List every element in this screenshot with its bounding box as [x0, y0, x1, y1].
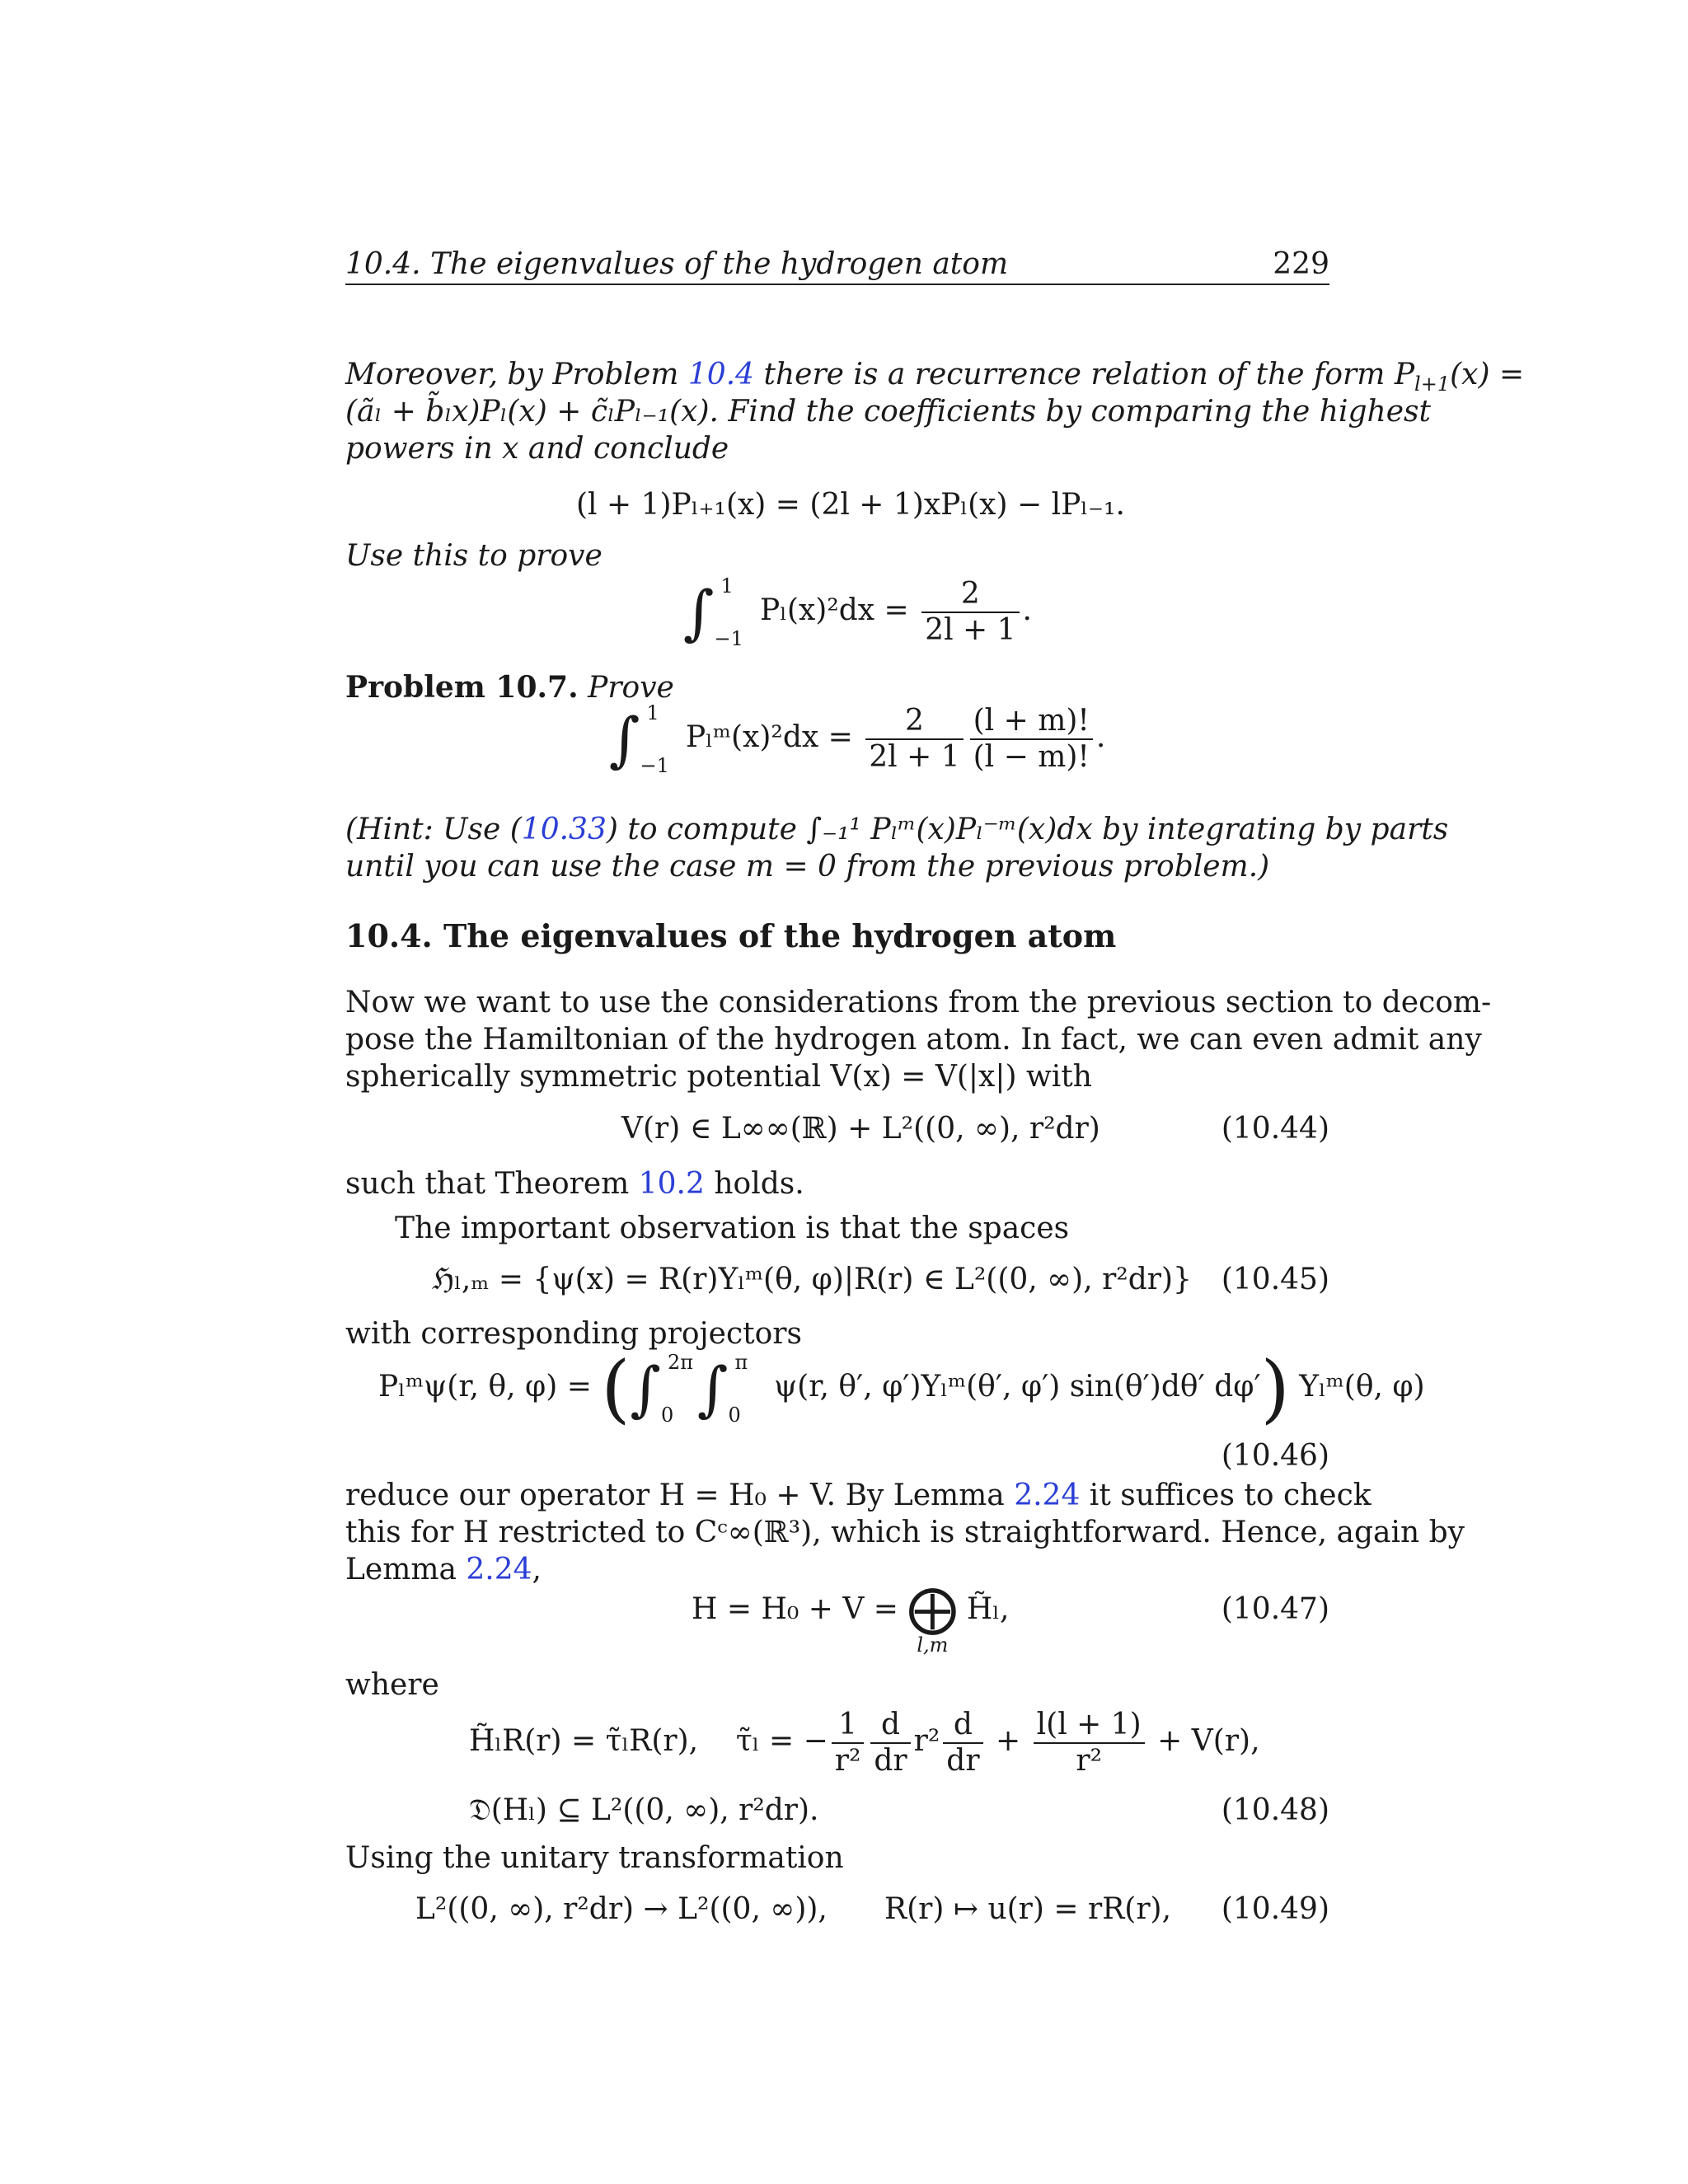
body-line: spherically symmetric potential V(x) = V(|x|) with: [345, 1060, 1092, 1094]
equation-number: (10.44): [1221, 1112, 1329, 1146]
problem-continuation: [345, 356, 1525, 467]
equation-expression: H = H₀ + V = ⨁ l,m H̃ₗ,: [692, 1580, 1010, 1657]
equation-expression: R(r) ↦ u(r) = rR(r),: [884, 1892, 1172, 1926]
problem-word: Prove: [588, 671, 674, 705]
equation-10-48: [345, 1708, 1329, 1831]
body-line: Lemma 2.24,: [345, 1553, 542, 1586]
integral-sign: ∫: [683, 577, 715, 647]
equation-expression: L²((0, ∞), r²dr) → L²((0, ∞)),: [415, 1892, 828, 1926]
equation-number: (10.47): [1221, 1592, 1329, 1626]
integral-sign: ∫: [609, 704, 640, 774]
use-this-line: Use this to prove: [345, 539, 603, 573]
body-paragraph-3: The important observation is that the spaces: [395, 1212, 1070, 1245]
body-line: pose the Hamiltonian of the hydrogen atom. In fact, we can even admit any: [345, 1023, 1482, 1057]
equation-10-46: [345, 1345, 1425, 1475]
equation-expression: ℌₗ,ₘ = {ψ(x) = R(r)Yₗᵐ(θ, φ)|R(r) ∈ L²((0, ∞), r²dr)}: [432, 1263, 1192, 1296]
body-line: this for H restricted to Cᶜ∞(ℝ³), which is straightforward. Hence, again by: [345, 1516, 1465, 1549]
fraction: $\frac{(l + m)!}{(l - m)!}$: [970, 704, 1093, 775]
hint-line: until you can use the case m = 0 from the previous problem.): [345, 850, 1270, 883]
equation-line: 𝔇(Hₗ) ⊆ L²((0, ∞), r²dr).: [469, 1793, 819, 1827]
ref-link-eq-10-33[interactable]: 10.33: [521, 813, 607, 846]
integral-sign: ∫: [696, 1353, 729, 1423]
equation-10-45: [345, 1261, 1329, 1298]
equation-10-44: [345, 1110, 1329, 1147]
body-paragraph-5: [345, 1477, 1465, 1588]
hint-paragraph: [345, 811, 1449, 885]
para-line: Moreover, by Problem 10.4 there is a recurrence relation of the form $P_{l+1}(x)$ =: [345, 358, 1525, 396]
fraction: $\frac{2}{2l + 1}$: [865, 704, 963, 775]
fraction: $\frac{2}{2l + 1}$: [921, 577, 1019, 648]
problem-10-7-heading: [345, 669, 1329, 706]
running-header: [345, 242, 1329, 285]
page: [345, 0, 1525, 2184]
hint-line: (Hint: Use (10.33) to compute ∫₋₁¹ Pₗᵐ(x)Pₗ⁻ᵐ(x)dx by integrating by parts: [345, 813, 1449, 846]
ref-link-lemma-2-24-again[interactable]: 2.24: [466, 1553, 532, 1586]
equation-number: (10.45): [1221, 1263, 1329, 1296]
header-section-title: 10.4. The eigenvalues of the hydrogen atom: [345, 247, 1009, 281]
equation-expression: V(r) ∈ L∞∞(ℝ) + L²((0, ∞), r²dr): [621, 1112, 1100, 1146]
section-heading: 10.4. The eigenvalues of the hydrogen atom: [345, 917, 1117, 954]
equation-legendre-norm: ∫ 1 −1 Pₗ(x)²dx = $\frac{2}{2l + 1}$ .: [683, 574, 1032, 650]
equation-line: H̃ₗR(r) = τ̃ₗR(r), τ̃ₗ = − $\frac{1}{\text{r²}}$ $\frac{d}{dr}$ r² $\frac{d}{dr}$ + $\frac{l(l + 1)}{\text{r²}}$ + V(r),: [469, 1708, 1260, 1778]
equation-number: (10.48): [1221, 1793, 1329, 1827]
para-line: powers in x and conclude: [345, 432, 729, 466]
body-line: Now we want to use the considerations from the previous section to decom-: [345, 986, 1492, 1019]
ref-link-theorem-10-2[interactable]: 10.2: [638, 1167, 705, 1201]
equation-recurrence: (l + 1)Pₗ₊₁(x) = (2l + 1)xPₗ(x) − lPₗ₋₁.: [576, 488, 1125, 522]
body-paragraph-1: [345, 984, 1492, 1095]
integral-sign: ∫: [630, 1353, 661, 1423]
body-paragraph-2: such that Theorem 10.2 holds.: [345, 1167, 804, 1201]
problem-label: Problem 10.7.: [345, 670, 579, 705]
equation-associated-norm: ∫ 1 −1 Pₗᵐ(x)²dx = $\frac{2}{2l + 1}$ $\frac{(l + m)!}{(l - m)!}$ .: [609, 701, 1106, 777]
where-line: where: [345, 1668, 439, 1702]
ref-link-lemma-2-24[interactable]: 2.24: [1014, 1479, 1081, 1512]
body-line: reduce our operator H = H₀ + V. By Lemma 2.24 it suffices to check: [345, 1479, 1372, 1512]
para-line: (ãₗ + b̃ₗx)Pₗ(x) + c̃ₗPₗ₋₁(x). Find the coefficients by comparing the highest: [345, 395, 1431, 429]
ref-link-problem-10-4[interactable]: 10.4: [687, 358, 755, 391]
equation-10-49: [345, 1891, 1329, 1928]
equation-expression: Pₗᵐψ(r, θ, φ) = (∫ 2π 0 ∫ π 0 ψ(r, θ′, φ′)Yₗᵐ(θ′, φ′) sin(θ′)dθ′ dφ′) Yₗᵐ(θ, φ): [378, 1345, 1425, 1432]
body-paragraph-4: with corresponding projectors: [345, 1317, 802, 1351]
body-paragraph-6: Using the unitary transformation: [345, 1841, 844, 1875]
equation-number: (10.49): [1221, 1892, 1329, 1926]
page-number: 229: [1273, 247, 1329, 281]
equation-10-47: [345, 1580, 1329, 1665]
equation-number: (10.46): [1221, 1439, 1329, 1473]
